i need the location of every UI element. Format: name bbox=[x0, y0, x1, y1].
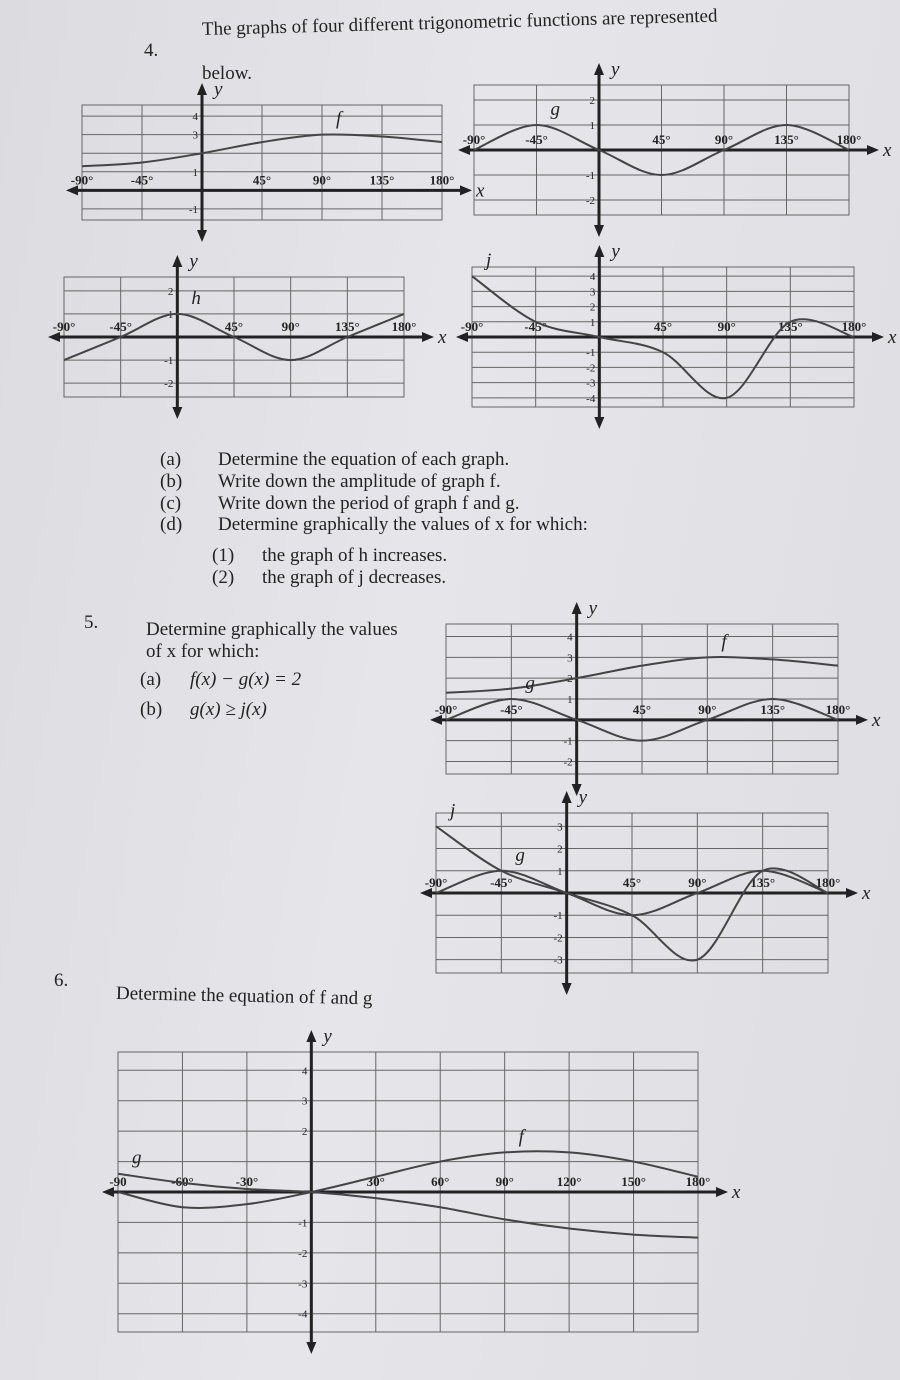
y-tick-label: 3 bbox=[557, 821, 563, 834]
x-tick-label: 45° bbox=[224, 319, 244, 334]
y-tick-label: -2 bbox=[586, 362, 596, 375]
y-tick-label: 1 bbox=[589, 316, 596, 329]
x-tick-label: -45° bbox=[500, 701, 523, 717]
y-axis-label: y bbox=[323, 1026, 332, 1047]
x-tick-label: 60° bbox=[431, 1174, 450, 1189]
y-axis-label: y bbox=[611, 241, 620, 262]
x-tick-label: 90° bbox=[714, 132, 734, 147]
x-axis-arrow bbox=[422, 332, 434, 342]
x-tick-label: 180° bbox=[685, 1174, 711, 1189]
x-tick-label: 180° bbox=[429, 172, 455, 188]
y-tick-label: -1 bbox=[586, 347, 596, 360]
x-axis-label: x bbox=[438, 327, 447, 348]
x-tick-label: 45° bbox=[653, 319, 673, 334]
y-tick-label: -1 bbox=[188, 203, 198, 216]
y-axis-arrow bbox=[594, 63, 604, 75]
q4-part-b: (b) Write down the amplitude of graph f. bbox=[160, 470, 501, 492]
y-axis-label: y bbox=[189, 251, 198, 272]
y-axis-label: y bbox=[611, 59, 620, 80]
graph-q5-gj bbox=[424, 787, 888, 990]
y-tick-label: -2 bbox=[585, 195, 595, 207]
q5-number: 5. bbox=[84, 612, 99, 633]
y-axis-arrow-down bbox=[172, 407, 182, 419]
q4-intro-line2: below. bbox=[202, 63, 252, 84]
x-tick-label: 45° bbox=[622, 875, 642, 890]
y-tick-label: -1 bbox=[585, 170, 595, 182]
y-tick-label: -2 bbox=[563, 756, 573, 769]
q5-intro-line1: Determine graphically the values bbox=[146, 619, 398, 640]
x-tick-label: 90° bbox=[281, 319, 300, 334]
x-tick-label: 135° bbox=[334, 319, 360, 334]
y-tick-label: 1 bbox=[589, 120, 595, 132]
q6-number: 6. bbox=[54, 970, 69, 991]
y-tick-label: 2 bbox=[589, 301, 596, 314]
y-tick-label: 1 bbox=[167, 308, 174, 321]
series-label-f: f bbox=[518, 1126, 524, 1148]
y-axis-label: y bbox=[578, 787, 588, 808]
y-tick-label: 1 bbox=[567, 694, 573, 706]
series-line-g bbox=[118, 1174, 698, 1238]
q4-part-c: (c) Write down the period of graph f and g. bbox=[160, 492, 520, 514]
x-axis-arrow bbox=[867, 145, 879, 155]
y-axis-label: y bbox=[214, 79, 223, 100]
x-tick-label: -45° bbox=[109, 319, 132, 334]
x-tick-label: 45° bbox=[252, 172, 272, 188]
y-axis-arrow bbox=[562, 791, 572, 803]
x-tick-label: 180° bbox=[825, 701, 851, 717]
y-tick-label: -1 bbox=[553, 910, 563, 923]
graph-q6-fg bbox=[100, 1026, 780, 1350]
series-label-j: j bbox=[450, 800, 456, 822]
y-axis-label: y bbox=[588, 598, 598, 619]
x-tick-label: 150° bbox=[621, 1174, 646, 1189]
y-tick-label: 4 bbox=[301, 1065, 308, 1078]
x-tick-label: 90° bbox=[698, 701, 717, 717]
y-tick-label: 4 bbox=[192, 111, 198, 124]
y-tick-label: 2 bbox=[567, 673, 573, 686]
x-tick-label: 90° bbox=[688, 875, 707, 890]
x-tick-label: 90° bbox=[312, 172, 332, 188]
q5-intro-line2: of x for which: bbox=[146, 641, 260, 662]
q4-parts bbox=[160, 448, 588, 543]
x-tick-label: 90° bbox=[495, 1174, 514, 1189]
x-axis-arrow bbox=[872, 332, 884, 342]
x-axis-label: x bbox=[732, 1182, 741, 1203]
y-axis-arrow-down bbox=[197, 230, 207, 242]
y-axis-arrow bbox=[197, 83, 207, 95]
x-tick-label: 120° bbox=[556, 1174, 582, 1189]
series-label-j: j bbox=[486, 250, 492, 272]
x-tick-label: 135° bbox=[777, 319, 803, 334]
x-tick-label: -90° bbox=[434, 701, 458, 717]
x-tick-label: 180° bbox=[841, 319, 867, 334]
series-label-f: f bbox=[721, 631, 727, 653]
x-tick-label: 135° bbox=[369, 172, 395, 188]
y-axis-arrow bbox=[306, 1030, 316, 1042]
x-tick-label: -90 bbox=[109, 1174, 127, 1189]
x-axis-label: x bbox=[883, 140, 892, 161]
y-tick-label: 2 bbox=[167, 285, 174, 298]
x-tick-label: -45° bbox=[524, 319, 547, 334]
x-axis-arrow bbox=[856, 715, 868, 725]
y-axis-arrow-down bbox=[562, 983, 572, 995]
x-tick-label: 90° bbox=[717, 319, 736, 334]
series-label-g: g bbox=[132, 1147, 142, 1169]
series-label-f: f bbox=[336, 108, 342, 130]
y-tick-label: -3 bbox=[553, 954, 563, 967]
y-tick-label: 2 bbox=[557, 843, 563, 856]
y-tick-label: 4 bbox=[567, 631, 573, 644]
x-axis-label: x bbox=[862, 883, 871, 904]
x-tick-label: 30° bbox=[366, 1174, 385, 1189]
x-tick-label: 135° bbox=[774, 132, 799, 147]
x-axis-label: x bbox=[476, 180, 485, 202]
y-tick-label: -1 bbox=[298, 1217, 308, 1230]
y-tick-label: -4 bbox=[298, 1308, 308, 1321]
q4-subpart-2: (2) the graph of j decreases. bbox=[212, 566, 447, 588]
y-tick-label: 1 bbox=[192, 166, 198, 179]
graph-q5-fg bbox=[428, 600, 888, 790]
y-tick-label: -3 bbox=[586, 377, 596, 390]
y-tick-label: -2 bbox=[298, 1247, 308, 1260]
x-tick-label: -90° bbox=[462, 132, 486, 147]
q6-text: Determine the equation of f and g bbox=[115, 983, 373, 1010]
graph-q4-g bbox=[462, 55, 892, 225]
q4-part-a: (a) Determine the equation of each graph. bbox=[160, 449, 510, 470]
x-tick-label: -90° bbox=[424, 875, 448, 890]
x-tick-label: 45° bbox=[632, 701, 652, 717]
x-axis-arrow bbox=[846, 888, 858, 898]
y-axis-arrow bbox=[572, 602, 582, 614]
q4-intro-line1: The graphs of four different trigonometric functions are represented bbox=[201, 5, 718, 40]
graph-q4-j bbox=[458, 235, 897, 435]
y-tick-label: -2 bbox=[553, 932, 563, 945]
x-tick-label: 135° bbox=[750, 875, 776, 890]
y-tick-label: 3 bbox=[301, 1095, 308, 1108]
y-tick-label: 2 bbox=[301, 1126, 308, 1139]
x-tick-label: -30° bbox=[235, 1174, 259, 1189]
series-label-g: g bbox=[550, 99, 560, 120]
x-tick-label: 135° bbox=[760, 701, 786, 717]
x-tick-label: 180° bbox=[391, 319, 417, 334]
series-line-f bbox=[118, 1151, 698, 1208]
q5-parts bbox=[140, 668, 302, 720]
y-axis-arrow-down bbox=[306, 1342, 316, 1354]
x-axis-label: x bbox=[888, 327, 897, 348]
x-axis-arrow bbox=[716, 1187, 728, 1197]
x-tick-label: -45° bbox=[490, 875, 513, 890]
y-axis-arrow bbox=[594, 245, 604, 257]
y-tick-label: 3 bbox=[567, 652, 573, 665]
q4-subpart-1: (1) the graph of h increases. bbox=[212, 545, 448, 566]
x-tick-label: -90° bbox=[70, 172, 94, 188]
series-label-g: g bbox=[525, 673, 535, 694]
x-tick-label: -90° bbox=[460, 319, 484, 334]
y-tick-label: -3 bbox=[298, 1278, 308, 1291]
graph-q4-h bbox=[52, 251, 452, 420]
q4-part-d: (d) Determine graphically the values of x for which: bbox=[160, 514, 588, 536]
y-tick-label: -1 bbox=[164, 355, 174, 368]
q5-part-a: (a) f(x) − g(x) = 2 bbox=[140, 669, 302, 690]
x-axis-label: x bbox=[872, 709, 881, 731]
y-tick-label: 2 bbox=[589, 95, 595, 107]
x-tick-label: -90° bbox=[52, 319, 76, 334]
y-axis-arrow bbox=[172, 255, 182, 267]
x-tick-label: 180° bbox=[815, 875, 841, 890]
y-tick-label: -2 bbox=[164, 378, 174, 391]
y-tick-label: 4 bbox=[589, 271, 596, 284]
q5-part-b: (b) g(x) ≥ j(x) bbox=[140, 698, 267, 720]
q4-subparts bbox=[212, 544, 447, 592]
q4-number: 4. bbox=[144, 40, 159, 61]
x-tick-label: -45° bbox=[130, 172, 154, 188]
y-tick-label: 1 bbox=[557, 865, 563, 878]
series-label-g: g bbox=[515, 844, 525, 866]
y-axis-arrow-down bbox=[594, 417, 604, 429]
y-tick-label: 3 bbox=[192, 129, 198, 142]
series-label-h: h bbox=[191, 287, 201, 309]
y-tick-label: -1 bbox=[563, 735, 573, 748]
graph-q4-f bbox=[62, 79, 485, 245]
y-tick-label: -4 bbox=[586, 392, 596, 405]
x-tick-label: -45° bbox=[525, 132, 548, 147]
x-tick-label: -60° bbox=[171, 1174, 194, 1189]
x-tick-label: 45° bbox=[652, 132, 671, 147]
x-tick-label: 180° bbox=[836, 132, 862, 147]
y-tick-label: 3 bbox=[589, 286, 596, 299]
